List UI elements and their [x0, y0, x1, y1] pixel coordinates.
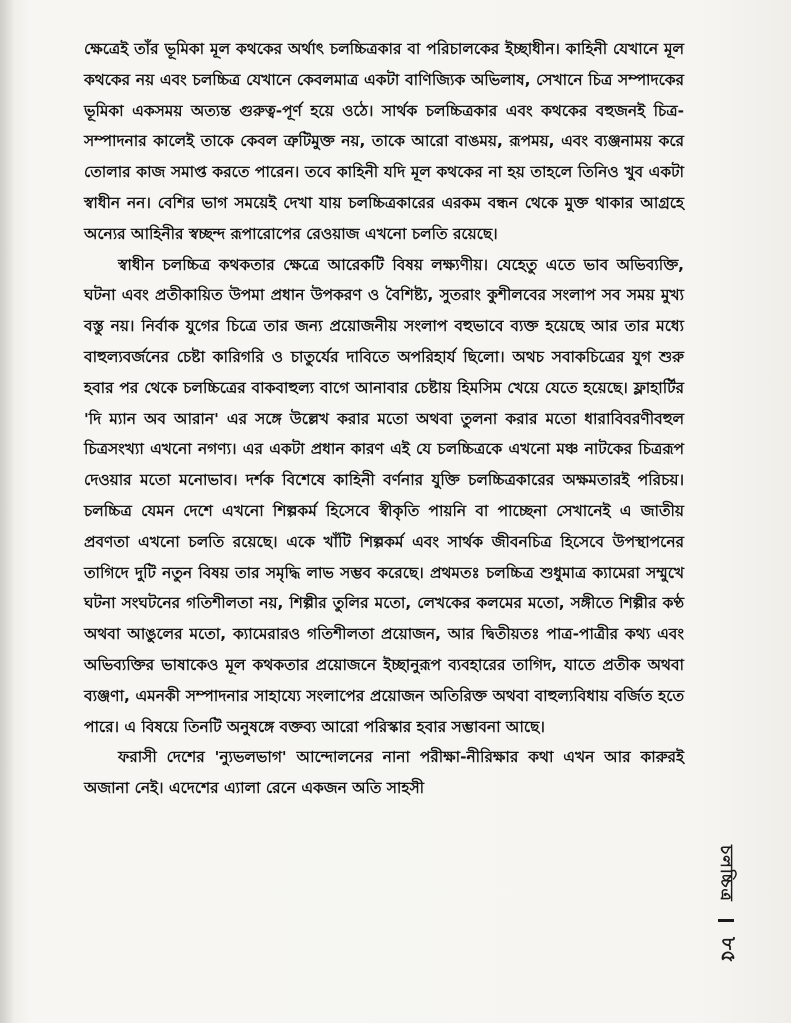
body-text [84, 34, 684, 804]
running-head: চলচ্চিত্র [716, 845, 736, 902]
page-margin-label [712, 845, 742, 1005]
paragraph-3: ফরাসী দেশের 'ন্যুভলভাগ' আন্দোলনের নানা পরীক্ষা-নীরিক্ষার কথা এখন আর কারুরই অজানা নেই। এদেশের এ্যালা রেনে একজন অতি সাহসী [84, 748, 684, 798]
spine-shadow [0, 0, 14, 1023]
separator-bar [718, 919, 734, 922]
paragraph-1: ক্ষেত্রেই তাঁর ভূমিকা মূল কথকের অর্থাৎ চলচ্চিত্রকার বা পরিচালকের ইচ্ছাধীন। কাহিনী যেখানে মূল কথকের নয় এবং চলচ্চিত্র যেখানে কেবলমাত্র একটা বাণিজ্যিক অভিলাষ, সেখানে চিত্র সম্পাদকের ভূমিকা একসময় অত্যন্ত গুরুত্ব-পূর্ণ হয়ে ওঠে। সার্থক চলচ্চিত্রকার এবং কথকের বহুজনই চিত্র-সম্পাদনার কালেই তাকে কেবল ত্রুটিমুক্ত নয়, তাকে আরো বাঙময়, রূপময়, এবং ব্যঞ্জনাময় করে তোলার কাজ সমাপ্ত করতে পারেন। তবে কাহিনী যদি মূল কথকের না হয় তাহলে তিনিও খুব একটা স্বাধীন নন। বেশির ভাগ সময়েই দেখা যায় চলচ্চিত্রকারের এরকম বন্ধন থেকে মুক্ত থাকার আগ্রহে অন্যের আহিনীর স্বচ্ছন্দ রূপারোপের রেওয়াজ এখনো চলতি রয়েছে। [84, 40, 684, 243]
page-number: ৮৫ [717, 937, 741, 963]
paragraph-2: স্বাধীন চলচ্চিত্র কথকতার ক্ষেত্রে আরেকটি বিষয় লক্ষ্যণীয়। যেহেতু এতে ভাব অভিব্যক্তি, ঘটনা এবং প্রতীকায়িত উপমা প্রধান উপকরণ ও বৈশিষ্ট্য, সুতরাং কুশীলবের সংলাপ সব সময় মুখ্য বস্তু নয়। নির্বাক যুগের চিত্রে তার জন্য প্রয়োজনীয় সংলাপ বহুভাবে ব্যক্ত হয়েছে আর তার মধ্যে বাহুল্যবর্জনের চেষ্টা কারিগরি ও চাতুর্যের দাবিতে অপরিহার্য ছিলো। অথচ সবাকচিত্রের যুগ শুরু হবার পর থেকে চলচ্চিত্রের বাকবাহুল্য বাগে আনাবার চেষ্টায় হিমসিম খেয়ে যেতে হয়েছে। ফ্লাহার্টির 'দি ম্যান অব আরান' এর সঙ্গে উল্লেখ করার মতো অথবা তুলনা করার মতো ধারাবিবরণীবহুল চিত্রসংখ্যা এখনো নগণ্য। এর একটা প্রধান কারণ এই যে চলচ্চিত্রকে এখনো মঞ্চ নাটকের চিত্ররূপ দেওয়ার মতো মনোভাব। দর্শক বিশেষে কাহিনী বর্ণনার যুক্তি চলচ্চিত্রকারের অক্ষমতারই পরিচয়। চলচ্চিত্র যেমন দেশে এখনো শিল্পকর্ম হিসেবে স্বীকৃতি পায়নি বা পাচ্ছেনা সেখানেই এ জাতীয় প্রবণতা এখনো চলতি রয়েছে। একে খাঁটি শিল্পকর্ম এবং সার্থক জীবনচিত্র হিসেবে উপস্থাপনের তাগিদে দুটি নতুন বিষয় তার সমৃদ্ধি লাভ সম্ভব করেছে। প্রথমতঃ চলচ্চিত্র শুধুমাত্র ক্যামেরা সম্মুখে ঘটনা সংঘটনের গতিশীলতা নয়, শিল্পীর তুলির মতো, লেখকের কলমের মতো, সঙ্গীতে শিল্পীর কণ্ঠ অথবা আঙুলের মতো, ক্যামেরারও গতিশীলতা প্রয়োজন, আর দ্বিতীয়তঃ পাত্র-পাত্রীর কথ্য এবং অভিব্যক্তির ভাষাকেও মূল কথকতার প্রয়োজনে ইচ্ছানুরূপ ব্যবহারের তাগিদ, যাতে প্রতীক অথবা ব্যঞ্জণা, এমনকী সম্পাদনার সাহায্যে সংলাপের প্রয়োজন অতিরিক্ত অথবা বাহুল্যবিধায় বর্জিত হতে পারে। এ বিষয়ে তিনটি অনুষঙ্গে বক্তব্য আরো পরিস্কার হবার সম্ভাবনা আছে। [84, 255, 684, 736]
